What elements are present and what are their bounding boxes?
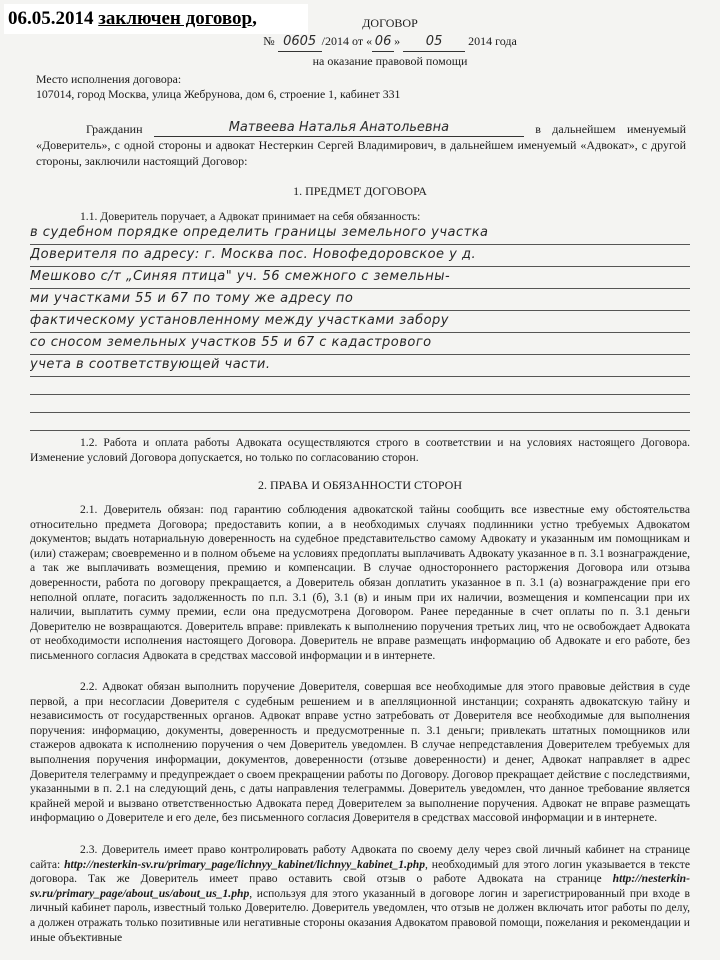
clause-2-3: 2.3. Доверитель имеет право контролировать работу Адвоката по своему делу через свой личный кабинет на странице сайта: http://nesterkin-sv.ru/primary_page/lichnyy_kabinet/lichnyy_kabinet_1.php, необходимый для этого логин указывается в тексте договора. Так же Доверитель имеет право оставить свой отзыв о работе Адвоката на странице http://nesterkin-sv.ru/primary_page/about_us/about_us_1.php, используя для этого указанный в договоре логин и зарегистрированный при входе в личный кабинет пароль, известный только Доверителю. Доверитель уведомлен, что отзыв не должен включать итог работы по делу, а должен отражать только позитивные или негативные стороны оказания Адвокатом правовой помощи, пожелания и рекомендации и иные объективные	[30, 843, 690, 944]
date-caption-banner: 06.05.2014 заключен договор,	[4, 4, 308, 34]
place-label: Место исполнения договора:	[36, 72, 182, 86]
client-name-handwritten: Матвеева Наталья Анатольевна	[154, 120, 524, 137]
blank-line	[30, 395, 690, 413]
handwritten-line: со сносом земельных участков 55 и 67 с кадастрового	[30, 333, 690, 355]
intro-after: в дальнейшем именуемый «Доверитель», с одной стороны и адвокат Нестеркин Сергей Владимирович, в дальнейшем именуемый «Адвокат», с другой стороны, заключили настоящий Договор:	[36, 122, 686, 168]
handwritten-line: в судебном порядке определить границы земельного участка	[30, 223, 690, 245]
section-1-title: 1. ПРЕДМЕТ ДОГОВОРА	[293, 184, 427, 198]
place-of-execution	[36, 72, 696, 102]
contract-number: 0605	[278, 33, 322, 52]
personal-cabinet-link[interactable]: http://nesterkin-sv.ru/primary_page/lichnyy_kabinet/lichnyy_kabinet_1.php	[64, 857, 426, 871]
parties-intro	[36, 120, 686, 169]
clause-2-1: 2.1. Доверитель обязан: под гарантию соблюдения адвокатской тайны сообщить все известные ему обстоятельства относительно предмета Договора; предоставить копии, а в необходимых случаях подлинники устно требуемых Адвокатом документов; выдать нотариальную доверенность на судебное представительство самому Адвокату и указанным им помощникам и (или) стажерам; своевременно и в полном объеме на условиях предоплаты выплачивать Адвокату указанное в п. 3.1 вознаграждение, а так же выплачивать возмещения, премию и компенсации. В случае одностороннего расторжения Договора или отзыва доверенности, работа по договору прекращается, а Доверитель обязан доплатить указанное в п. 3.1 (а) вознаграждение при его неполной оплате, погасить задолженность по п.п. 3.1 (б), 3.1 (в) и иным при их наличии, возмещения и компенсации при их наличии, выплатить сумму премии, если она предусмотрена Договором. Ранее переданные в счет оплаты по п. 3.1 деньги Доверителю не возвращаются. Доверитель вправе: привлекать к выполнению поручения третьих лиц, что не освобождает Адвоката от необходимости исполнения настоящего Договора. Доверитель не вправе размещать информацию об Адвокате и его работе, без письменного согласия Адвоката в средствах массовой информации и в интернете.	[30, 503, 690, 662]
handwritten-assignment	[30, 223, 690, 431]
blank-line	[30, 377, 690, 395]
clause-1-1: 1.1. Доверитель поручает, а Адвокат принимает на себя обязанность:	[80, 210, 421, 223]
document-header	[255, 14, 525, 70]
contract-month: 05	[403, 33, 465, 52]
contract-number-line: № 0605 /2014 от « 06 » 05 2014 года	[255, 32, 525, 52]
reviews-page-link[interactable]: http://nesterkin-sv.ru/primary_page/about_us/about_us_1.php	[30, 872, 690, 900]
document-title: ДОГОВОР	[362, 16, 418, 30]
place-address: 107014, город Москва, улица Жебрунова, дом 6, строение 1, кабинет 331	[36, 87, 401, 101]
handwritten-line: учета в соответствующей части.	[30, 355, 690, 377]
clause-1-2: 1.2. Работа и оплата работы Адвоката осуществляются строго в соответствии и на условиях настоящего Договора. Изменение условий Договора допускается, но только по согласованию сторон.	[30, 436, 690, 464]
handwritten-line: ми участками 55 и 67 по тому же адресу по	[30, 289, 690, 311]
intro-before: Гражданин	[86, 122, 143, 136]
contract-date: 06.05.2014	[8, 8, 94, 29]
handwritten-line: Мешково с/т „Синяя птица" уч. 56 смежного с земельны-	[30, 267, 690, 289]
handwritten-line: фактическому установленному между участками забору	[30, 311, 690, 333]
blank-line	[30, 413, 690, 431]
contract-caption: заключен договор	[98, 8, 253, 29]
contract-day: 06	[372, 33, 394, 52]
document-subtitle: на оказание правовой помощи	[312, 54, 468, 68]
handwritten-line: Доверителя по адресу: г. Москва пос. Новофедоровское у д.	[30, 245, 690, 267]
section-2-title: 2. ПРАВА И ОБЯЗАННОСТИ СТОРОН	[257, 478, 463, 492]
clause-2-2: 2.2. Адвокат обязан выполнить поручение Доверителя, совершая все необходимые для этого правовые действия в суде первой, а при несогласии Доверителя с судебным решением и в апелляционной инстанции; сохранять адвокатскую тайну и независимость от государственных органов. Адвокат вправе устно затребовать от Доверителя все необходимые для выполнения поручения: информацию, документы, доверенность и предусмотренные п. 3.1 деньги; привлекать штатных помощников или стажеров адвоката к исполнению поручения о чем Доверитель уведомлен. В случае непредставления Доверителем требуемых для выполнения поручения информации, документов, доверенности (отзыве доверенности) и денег, Адвокат направляет в адрес Доверителя телеграмму и предупреждает о своем прекращении работы по Договору. Договор прекращает действие с последствиями, указанными в п. 2.1 на следующий день, с даты направления телеграммы. Доверитель уведомлен, что данное требование является крайней мерой и вызвано ответственностью Адвоката перед Доверителем за выполнение поручения. Адвокат не вправе размещать информацию о Доверителе и его деле, без письменного согласия Доверителя в средствах массовой информации и в интернете.	[30, 680, 690, 825]
